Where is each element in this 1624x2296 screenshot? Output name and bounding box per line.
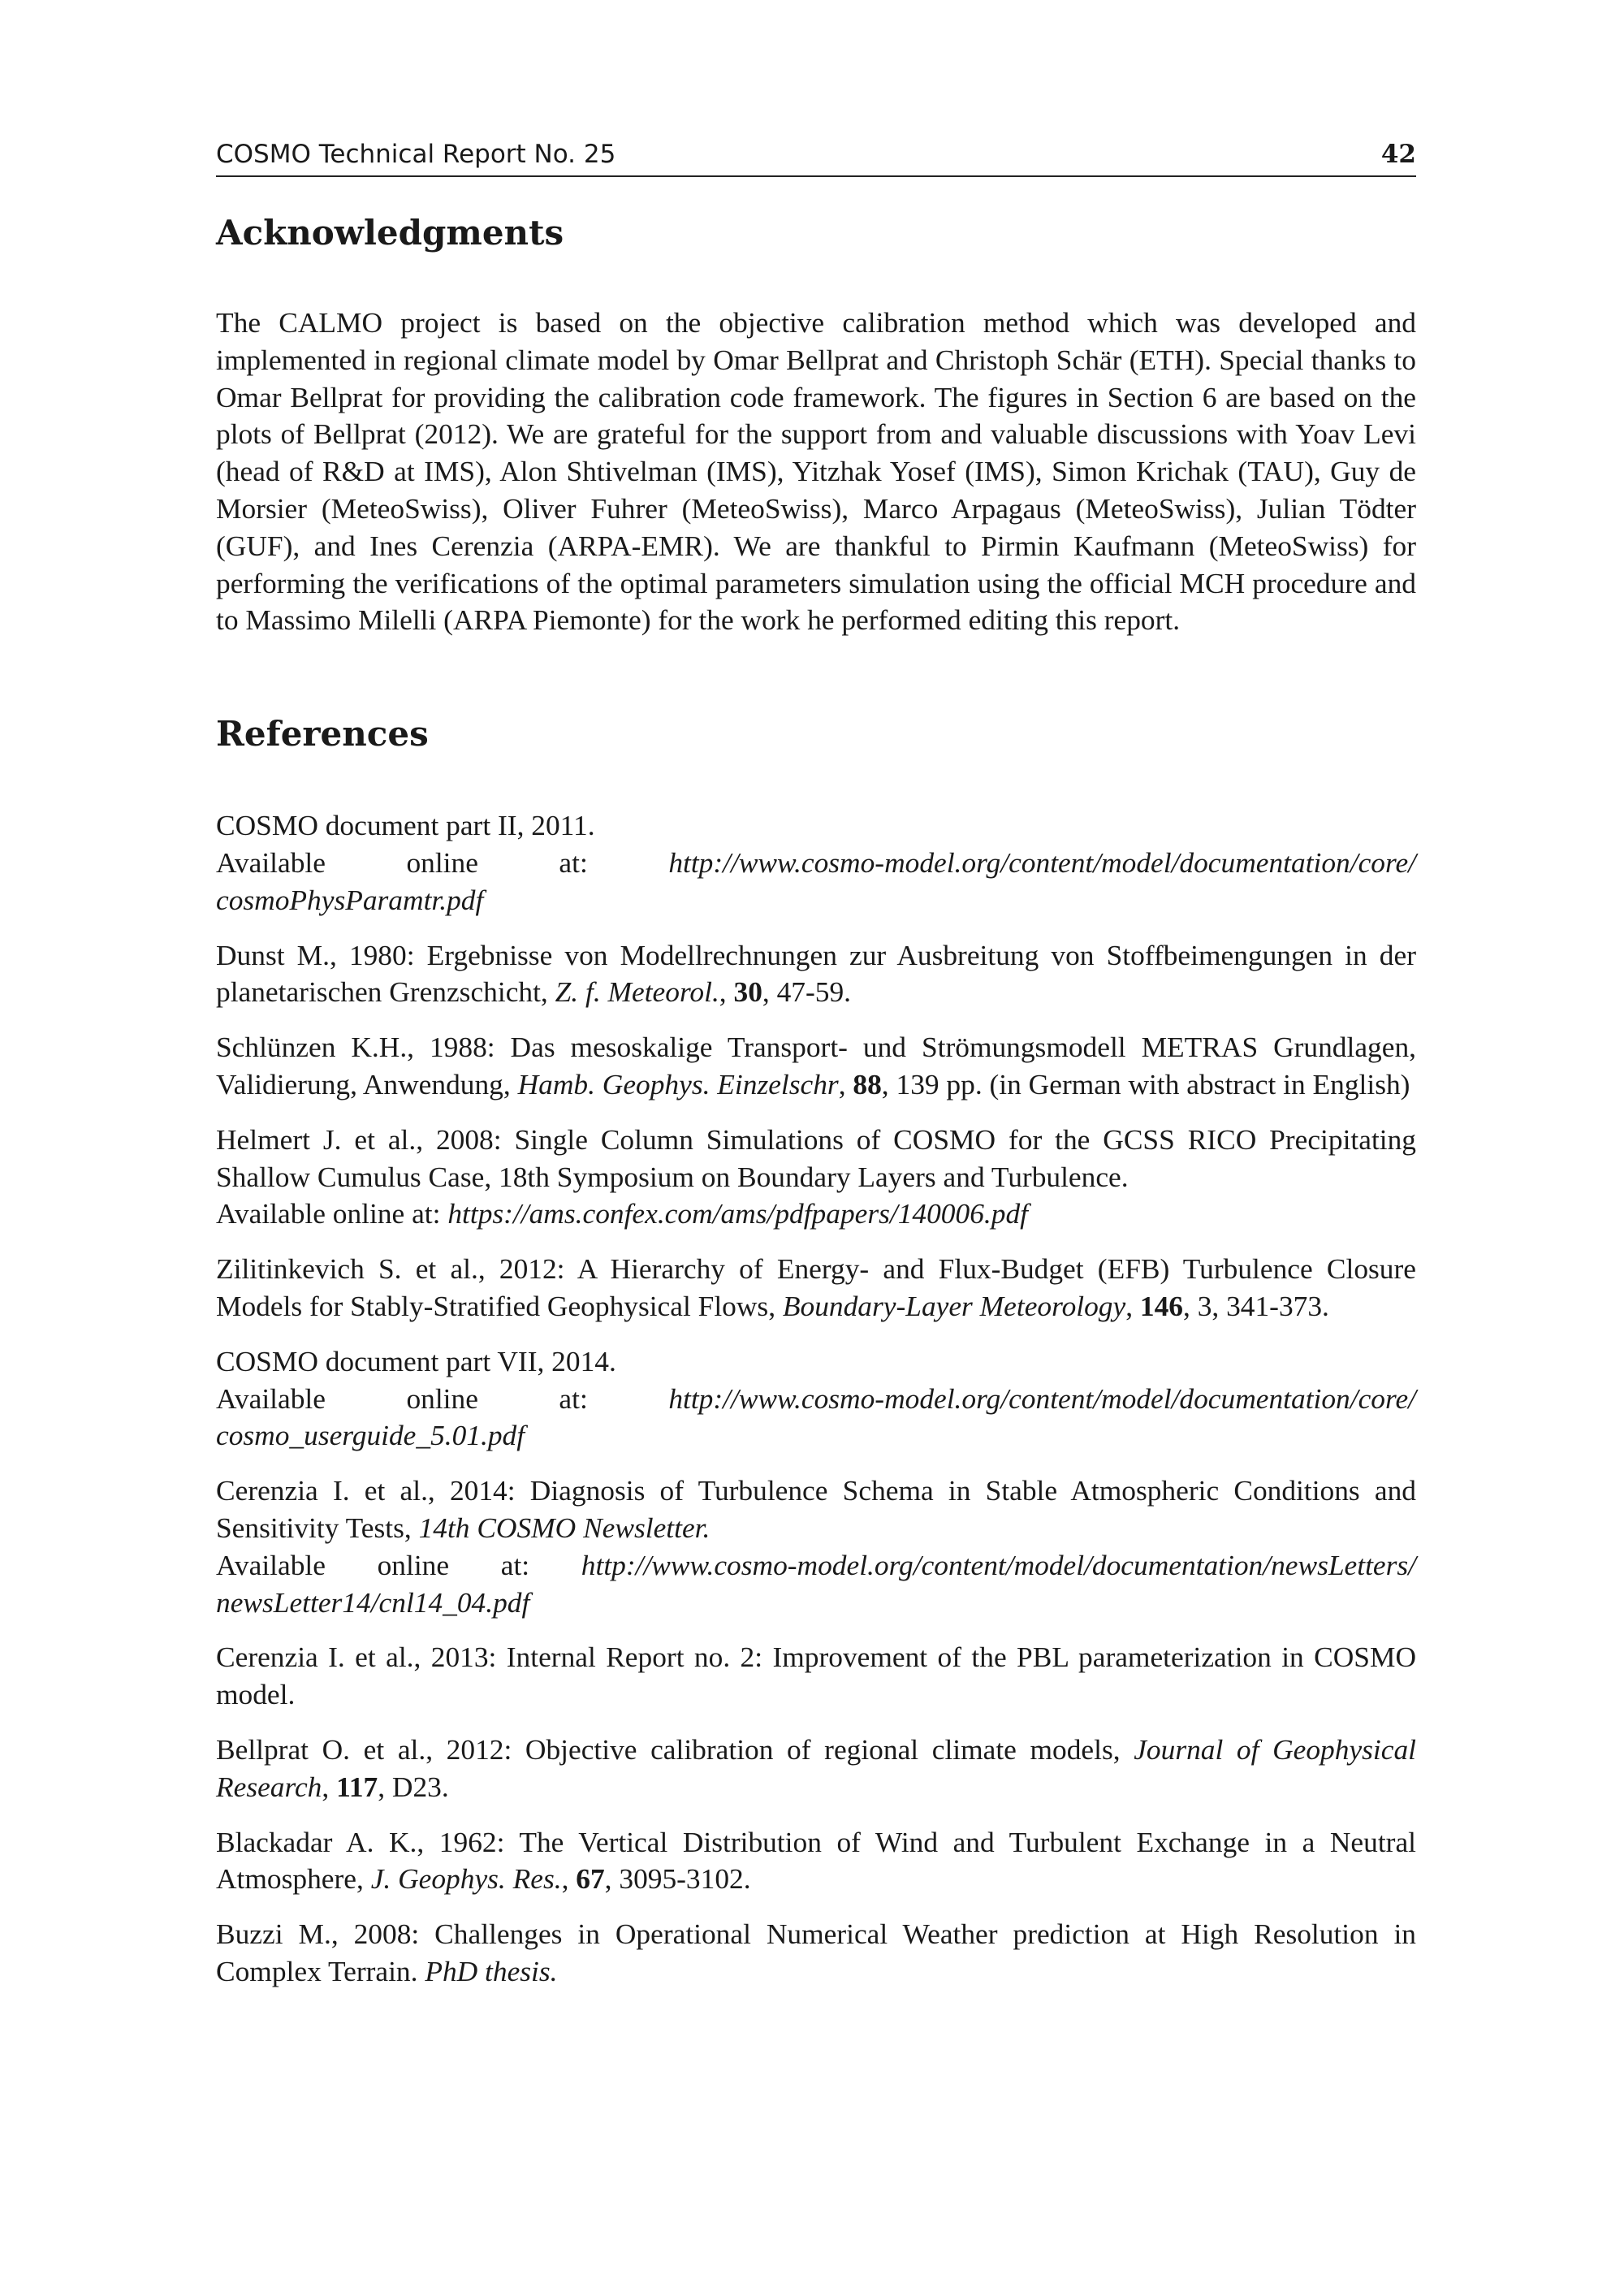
reference-url[interactable]: http://www.cosmo-model.org/content/model/documentation/core/ cosmo_userguide_5.01.pdf (216, 1381, 1416, 1452)
reference-separator: , (561, 1862, 577, 1896)
reference-text: Dunst M., 1980: Ergebnisse von Modellrechnungen zur Ausbreitung von Stoffbeimengungen in der planetarischen Grenzschicht, (216, 938, 1416, 1009)
reference-item (216, 807, 1416, 919)
available-online-label: Available online at: (216, 1548, 581, 1581)
reference-item (216, 1122, 1416, 1233)
reference-item (216, 1732, 1416, 1806)
reference-item (216, 1824, 1416, 1899)
available-online-label: Available online at: (216, 1381, 669, 1415)
reference-text: Buzzi M., 2008: Challenges in Operational Numerical Weather prediction at High Resolution in Complex Terrain. (216, 1918, 1416, 1987)
reference-journal: Boundary-Layer Meteorology (782, 1289, 1126, 1322)
reference-journal: Hamb. Geophys. Einzelschr (517, 1067, 839, 1100)
reference-journal: Z. f. Meteorol. (555, 975, 719, 1009)
reference-separator: , (838, 1067, 853, 1100)
page-number: 42 (1380, 140, 1416, 169)
reference-separator: , (322, 1770, 337, 1803)
running-header (216, 140, 1416, 177)
reference-text: Cerenzia I. et al., 2014: Diagnosis of Turbulence Schema in Stable Atmospheric Conditions and Sensitivity Tests, (216, 1474, 1416, 1544)
reference-item (216, 1639, 1416, 1714)
reference-journal: J. Geophys. Res. (370, 1862, 562, 1896)
reference-text: Bellprat O. et al., 2012: Objective calibration of regional climate models, (216, 1732, 1134, 1766)
reference-url[interactable]: https://ams.confex.com/ams/pdfpapers/140006.pdf (447, 1197, 1028, 1230)
reference-list (216, 807, 1416, 1991)
report-title: COSMO Technical Report No. 25 (216, 140, 616, 169)
acknowledgments-text: The CALMO project is based on the objective calibration method which was developed and implemented in regional climate model by Omar Bellprat and Christoph Schär (ETH). Special thanks to Omar Bellprat for providing the calibration code framework. The figures in Section 6 are based on the plots of Bellprat (2012). We are grateful for the support from and valuable discussions with Yoav Levi (head of R&D at IMS), Alon Shtivelman (IMS), Yitzhak Yosef (IMS), Simon Krichak (TAU), Guy de Morsier (MeteoSwiss), Oliver Fuhrer (MeteoSwiss), Marco Arpagaus (MeteoSwiss), Julian Tödter (GUF), and Ines Cerenzia (ARPA-EMR). We are thankful to Pirmin Kaufmann (MeteoSwiss) for performing the verifications of the optimal parameters simulation using the official MCH procedure and to Massimo Milelli (ARPA Piemonte) for the work he performed editing this report. (216, 306, 1416, 637)
reference-item (216, 1029, 1416, 1104)
reference-tail: , D23. (378, 1770, 449, 1803)
reference-volume: 30 (733, 975, 762, 1009)
reference-separator: , (719, 975, 734, 1009)
reference-tail: , 139 pp. (in German with abstract in English) (881, 1067, 1410, 1100)
reference-item (216, 937, 1416, 1012)
reference-volume: 88 (853, 1067, 882, 1100)
reference-text: Schlünzen K.H., 1988: Das mesoskalige Transport- und Strömungsmodell METRAS Grundlagen, Validierung, Anwendung, (216, 1031, 1416, 1100)
references-heading: References (216, 714, 429, 755)
reference-text: Cerenzia I. et al., 2013: Internal Report no. 2: Improvement of the PBL parameterization in COSMO model. (216, 1641, 1416, 1711)
reference-item (216, 1251, 1416, 1325)
reference-volume: 117 (336, 1770, 378, 1803)
reference-tail: , 3, 341-373. (1183, 1289, 1329, 1322)
reference-journal: PhD thesis. (425, 1954, 558, 1987)
reference-item (216, 1343, 1416, 1455)
reference-url[interactable]: http://www.cosmo-model.org/content/model/documentation/newsLetters/ newsLetter14/cnl14_04.pdf (216, 1548, 1416, 1619)
available-online-label: Available online at: (216, 845, 669, 879)
reference-text: Helmert J. et al., 2008: Single Column Simulations of COSMO for the GCSS RICO Precipitating Shallow Cumulus Case, 18th Symposium on Boundary Layers and Turbulence. (216, 1122, 1416, 1193)
reference-tail: , 3095-3102. (604, 1862, 751, 1896)
available-online-label: Available online at: (216, 1197, 448, 1230)
reference-journal: Journal of Geophysical Research (216, 1732, 1416, 1803)
reference-pages: , 47-59. (762, 975, 852, 1009)
reference-item (216, 1472, 1416, 1621)
reference-text: COSMO document part VII, 2014. (216, 1344, 616, 1377)
reference-url[interactable]: http://www.cosmo-model.org/content/model/documentation/core/ cosmoPhysParamtr.pdf (216, 845, 1416, 916)
reference-volume: 146 (1139, 1289, 1183, 1322)
document-page (216, 140, 1416, 2008)
reference-text: Zilitinkevich S. et al., 2012: A Hierarchy of Energy- and Flux-Budget (EFB) Turbulence Closure Models for Stably-Stratified Geophysical Flows, (216, 1252, 1416, 1322)
reference-text: COSMO document part II, 2011. (216, 809, 595, 842)
reference-item (216, 1916, 1416, 1991)
acknowledgments-heading: Acknowledgments (216, 213, 564, 253)
reference-text: Blackadar A. K., 1962: The Vertical Distribution of Wind and Turbulent Exchange in a Neutral Atmosphere, (216, 1825, 1416, 1896)
reference-journal: 14th COSMO Newsletter. (418, 1511, 710, 1544)
reference-volume: 67 (576, 1862, 605, 1896)
reference-separator: , (1125, 1289, 1140, 1322)
